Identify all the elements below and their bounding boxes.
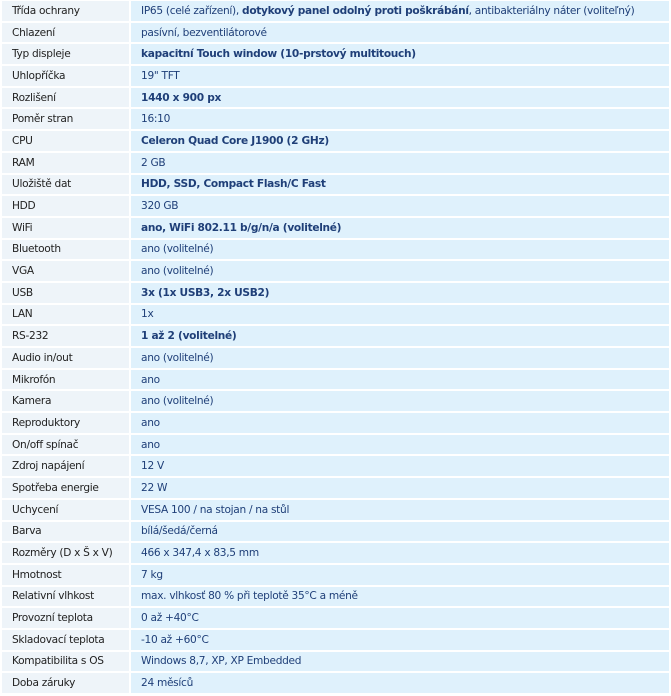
spec-value: 2 GB xyxy=(131,153,669,173)
spec-value: 24 měsíců xyxy=(131,673,669,693)
spec-value: ano (volitelné) xyxy=(131,348,669,368)
spec-label: Poměr stran xyxy=(2,109,129,129)
spec-label: Relativní vlhkost xyxy=(2,587,129,607)
spec-label: Bluetooth xyxy=(2,240,129,260)
spec-value: max. vlhkosť 80 % při teplotě 35°C a méně xyxy=(131,587,669,607)
spec-value: 7 kg xyxy=(131,565,669,585)
spec-label: Hmotnost xyxy=(2,565,129,585)
spec-value: pasívní, bezventilátorové xyxy=(131,23,669,43)
spec-value: ano xyxy=(131,435,669,455)
spec-label: Zdroj napájení xyxy=(2,456,129,476)
spec-label: HDD xyxy=(2,196,129,216)
spec-label: Spotřeba energie xyxy=(2,478,129,498)
spec-value: HDD, SSD, Compact Flash/C Fast xyxy=(131,175,669,195)
spec-label: On/off spínač xyxy=(2,435,129,455)
spec-row xyxy=(2,543,669,563)
spec-value: 1 až 2 (volitelné) xyxy=(131,326,669,346)
spec-row xyxy=(2,652,669,672)
spec-value: ano (volitelné) xyxy=(131,391,669,411)
value-part: IP65 (celé zařízení), xyxy=(141,4,243,17)
spec-row xyxy=(2,305,669,325)
spec-value: 19" TFT xyxy=(131,66,669,86)
spec-value xyxy=(131,1,669,21)
spec-row xyxy=(2,283,669,303)
spec-label: Uchycení xyxy=(2,500,129,520)
spec-value: 466 x 347,4 x 83,5 mm xyxy=(131,543,669,563)
spec-label: WiFi xyxy=(2,218,129,238)
spec-row xyxy=(2,218,669,238)
spec-row xyxy=(2,435,669,455)
spec-label: Doba záruky xyxy=(2,673,129,693)
spec-value: 16:10 xyxy=(131,109,669,129)
spec-row xyxy=(2,630,669,650)
spec-label: Kompatibilita s OS xyxy=(2,652,129,672)
spec-row xyxy=(2,44,669,64)
spec-label: Barva xyxy=(2,522,129,542)
spec-label: Chlazení xyxy=(2,23,129,43)
spec-label: Třída ochrany xyxy=(2,1,129,21)
spec-row xyxy=(2,23,669,43)
spec-label: VGA xyxy=(2,261,129,281)
spec-label: CPU xyxy=(2,131,129,151)
spec-label: Kamera xyxy=(2,391,129,411)
spec-row xyxy=(2,131,669,151)
spec-value: kapacitní Touch window (10-prstový multitouch) xyxy=(131,44,669,64)
spec-value: 12 V xyxy=(131,456,669,476)
spec-row xyxy=(2,326,669,346)
spec-value: Windows 8,7, XP, XP Embedded xyxy=(131,652,669,672)
spec-row xyxy=(2,1,669,21)
spec-value: -10 až +60°C xyxy=(131,630,669,650)
spec-value: ano (volitelné) xyxy=(131,240,669,260)
spec-row xyxy=(2,608,669,628)
spec-label: Rozměry (D x Š x V) xyxy=(2,543,129,563)
spec-label: RS-232 xyxy=(2,326,129,346)
spec-row xyxy=(2,348,669,368)
spec-label: Rozlišení xyxy=(2,88,129,108)
spec-label: Typ displeje xyxy=(2,44,129,64)
spec-value: ano xyxy=(131,370,669,390)
spec-label: Mikrofón xyxy=(2,370,129,390)
spec-label: Skladovací teplota xyxy=(2,630,129,650)
spec-label: USB xyxy=(2,283,129,303)
spec-row xyxy=(2,66,669,86)
spec-label: Uhlopříčka xyxy=(2,66,129,86)
spec-value: 1x xyxy=(131,305,669,325)
spec-row xyxy=(2,153,669,173)
spec-value: Celeron Quad Core J1900 (2 GHz) xyxy=(131,131,669,151)
spec-row xyxy=(2,456,669,476)
spec-value: bílá/šedá/černá xyxy=(131,522,669,542)
spec-label: RAM xyxy=(2,153,129,173)
spec-label: Reproduktory xyxy=(2,413,129,433)
spec-row xyxy=(2,413,669,433)
spec-row xyxy=(2,109,669,129)
spec-row xyxy=(2,261,669,281)
spec-value: 22 W xyxy=(131,478,669,498)
spec-value: VESA 100 / na stojan / na stůl xyxy=(131,500,669,520)
spec-value: ano, WiFi 802.11 b/g/n/a (volitelné) xyxy=(131,218,669,238)
spec-row xyxy=(2,478,669,498)
spec-row xyxy=(2,175,669,195)
value-part: , antibakteriálny náter (voliteľný) xyxy=(468,4,635,17)
value-part-bold: dotykový panel odolný proti poškrábání xyxy=(242,4,469,17)
spec-row xyxy=(2,391,669,411)
spec-row xyxy=(2,500,669,520)
spec-row xyxy=(2,370,669,390)
spec-row xyxy=(2,673,669,693)
spec-row xyxy=(2,240,669,260)
spec-value: 1440 x 900 px xyxy=(131,88,669,108)
spec-value: 320 GB xyxy=(131,196,669,216)
spec-label: Uložiště dat xyxy=(2,175,129,195)
spec-label: LAN xyxy=(2,305,129,325)
spec-value: 0 až +40°C xyxy=(131,608,669,628)
spec-value: ano xyxy=(131,413,669,433)
spec-value: 3x (1x USB3, 2x USB2) xyxy=(131,283,669,303)
spec-row xyxy=(2,88,669,108)
spec-row xyxy=(2,522,669,542)
spec-row xyxy=(2,565,669,585)
spec-value: ano (volitelné) xyxy=(131,261,669,281)
spec-label: Provozní teplota xyxy=(2,608,129,628)
spec-row xyxy=(2,196,669,216)
spec-row xyxy=(2,587,669,607)
spec-label: Audio in/out xyxy=(2,348,129,368)
